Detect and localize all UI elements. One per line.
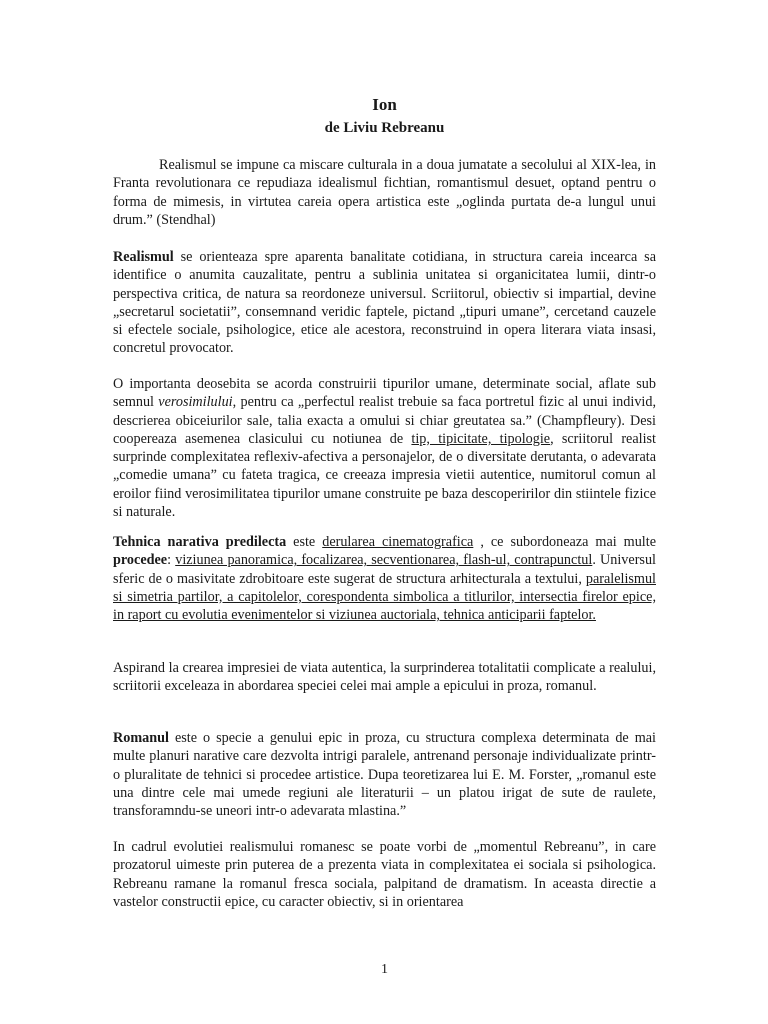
term-tehnica-narativa: Tehnica narativa predilecta (113, 534, 287, 550)
paragraph-text: , pentru ca „perfectul realist trebuie sa faca portretul fizic al unui individ, descrierea obiceiurilor sale, talia exacta a omului si chiar greutatea sa.” (Champfleury). Desi coopereaza asemenea clasicului cu notiunea de (113, 394, 656, 447)
page-number: 1 (381, 962, 388, 977)
paragraph-text: In cadrul evolutiei realismului romanesc se poate vorbi de „momentul Rebreanu”, in care prozatorul uimeste prin puterea de a prezenta viata in complexitatea ei sociala si psihologica. Rebreanu ramane la romanul fresca sociala, palpitand de dramatism. In aceasta directie a vastelor constructii epice, cu caracter obiectiv, si in orientarea (113, 839, 656, 910)
paragraph-rebreanu-moment (113, 838, 656, 911)
paragraph-text: este o specie a genului epic in proza, cu structura complexa determinata de mai multe planuri narative care dezvolta intrigi paralele, antrenand personaje individualizate printr-o pluralitate de tehnici si procedee artistice. Dupa teoretizarea lui E. M. Forster, „romanul este una dintre cele mai umede regiuni ale literaturii – un platou irigat de sute de raulete, transforamndu-se uneori intr-o adevarata mlastina.” (113, 730, 656, 820)
paragraph-realism-definition (113, 248, 656, 358)
term-procedee: procedee (113, 552, 168, 569)
paragraph-authentic-life (113, 659, 656, 696)
term-verosimilului: verosimilului (158, 394, 233, 411)
paragraph-text: : (167, 552, 176, 569)
paragraph-text: , ce subordoneaza mai multe (473, 534, 656, 550)
paragraph-novel-definition (113, 729, 656, 820)
paragraph-text: este (286, 534, 323, 550)
underlined-procedee-list: viziunea panoramica, focalizarea, secventionarea, flash-ul, contrapunctul (175, 552, 593, 569)
paragraph-text: , scriitorul realist surprinde complexitatea reflexiv-afectiva a personajelor, de o diversitate derutanta, o adevarata „comedie umana” cu fateta tragica, ce creeaza impresia vietii autentice, numitorul comun al eroilor fiind verosimilitatea tipurilor umane construite pe baza descoperirilor din stiintele fizice si naturale. (113, 430, 656, 521)
paragraph-text: O importanta deosebita se acorda construirii tipurilor umane, determinate social, aflate sub semnul (113, 376, 656, 411)
paragraph-text: Realismul se impune ca miscare culturala in a doua jumatate a secolului al XIX-lea, in Franta revolutionara ce repudiaza idealismul fichtian, romantismul desuet, optand pentru o forma de mimesis, in virtutea careia opera artistica este „oglinda purtata de-a lungul unui drum.” (Stendhal) (113, 157, 656, 228)
underlined-structure: paralelismul si simetria partilor, a capitolelor, corespondenta simbolica a titlurilor, intersectia firelor epice, in raport cu evolutia evenimentelor si viziunea auctoriala, tehnica anticiparii faptelor. (113, 570, 656, 624)
document-page (113, 0, 656, 1024)
paragraph-narrative-technique (113, 533, 656, 624)
paragraph-realism-intro (113, 156, 656, 229)
underlined-tipologie: tip, tipicitate, tipologie (411, 430, 551, 447)
document-title: Ion (372, 95, 397, 114)
paragraph-text: se orienteaza spre aparenta banalitate cotidiana, in structura careia incearca sa identifice o anumita cauzalitate, pentru a sublinia unitatea si organicitatea lumii, dintr-o perspectiva critica, de natura sa reordoneze universul. Scriitorul, obiectiv si impartial, devine „secretarul societatii”, consemnand veridic faptele, pictand „tipuri umane”, cercetand cauzele si efectele sociale, psihologice, etice ale acestora, reconstruind in opera literara viata insasi, concretul provocator. (113, 249, 656, 357)
document-subtitle: de Liviu Rebreanu (324, 120, 445, 136)
paragraph-text: Aspirand la crearea impresiei de viata autentica, la surprinderea totalitatii complicate a realului, scriitorii exceleaza in abordarea speciei celei mai ample a epicului in proza, romanul. (113, 660, 656, 695)
term-realismul: Realismul (113, 249, 174, 265)
paragraph-text: . Universul sferic de o masivitate zdrobitoare este sugerat de structura arhitecturala a textului, (113, 552, 656, 587)
underlined-derularea: derularea cinematografica (322, 534, 474, 550)
term-romanul: Romanul (113, 730, 169, 746)
paragraph-human-types (113, 375, 656, 521)
